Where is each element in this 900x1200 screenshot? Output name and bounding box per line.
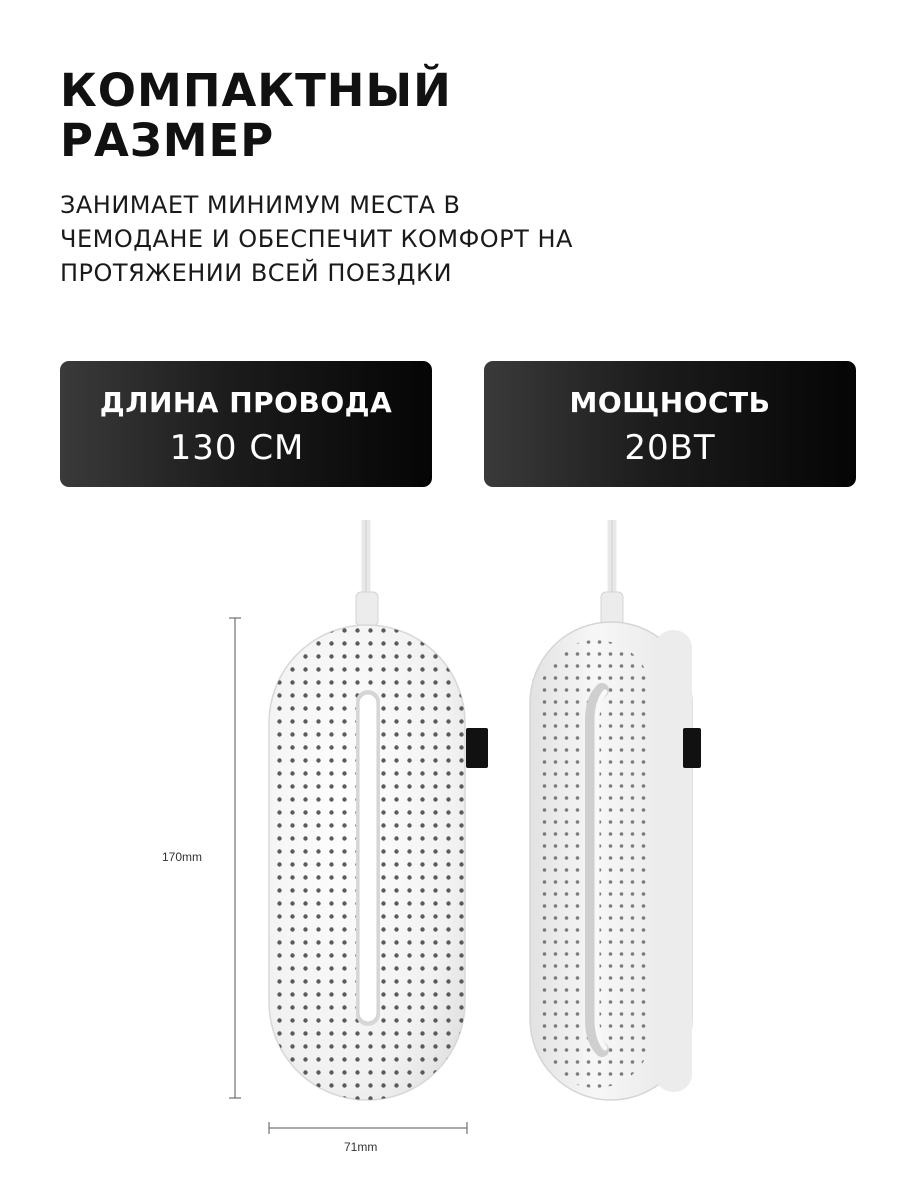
page-subtitle [60,188,573,290]
width-dimension-label: 71mm [344,1140,378,1154]
width-dimension-line [269,1122,467,1134]
subtitle-line-2: ЧЕМОДАНЕ И ОБЕСПЕЧИТ КОМФОРТ НА [60,225,573,253]
dryer-side-view [530,520,701,1100]
height-dimension-line [229,618,241,1098]
subtitle-line-3: ПРОТЯЖЕНИИ ВСЕЙ ПОЕЗДКИ [60,259,453,287]
spec-value-power: 20ВТ [624,428,716,468]
subtitle-line-1: ЗАНИМАЕТ МИНИМУМ МЕСТА В [60,191,461,219]
height-dimension-label: 170mm [162,850,203,864]
spec-label-power: МОЩНОСТЬ [569,386,771,419]
dryer-front-view [269,520,488,1100]
spec-value-cable-length: 130 СМ [169,428,305,468]
spec-card-cable-length [60,361,432,487]
title-line-2: РАЗМЕР [60,114,275,167]
title-line-1: КОМПАКТНЫЙ [60,64,452,117]
spec-card-power [484,361,856,487]
page-title [60,66,452,166]
product-illustration [0,520,900,1200]
spec-label-cable-length: ДЛИНА ПРОВОДА [99,386,393,419]
